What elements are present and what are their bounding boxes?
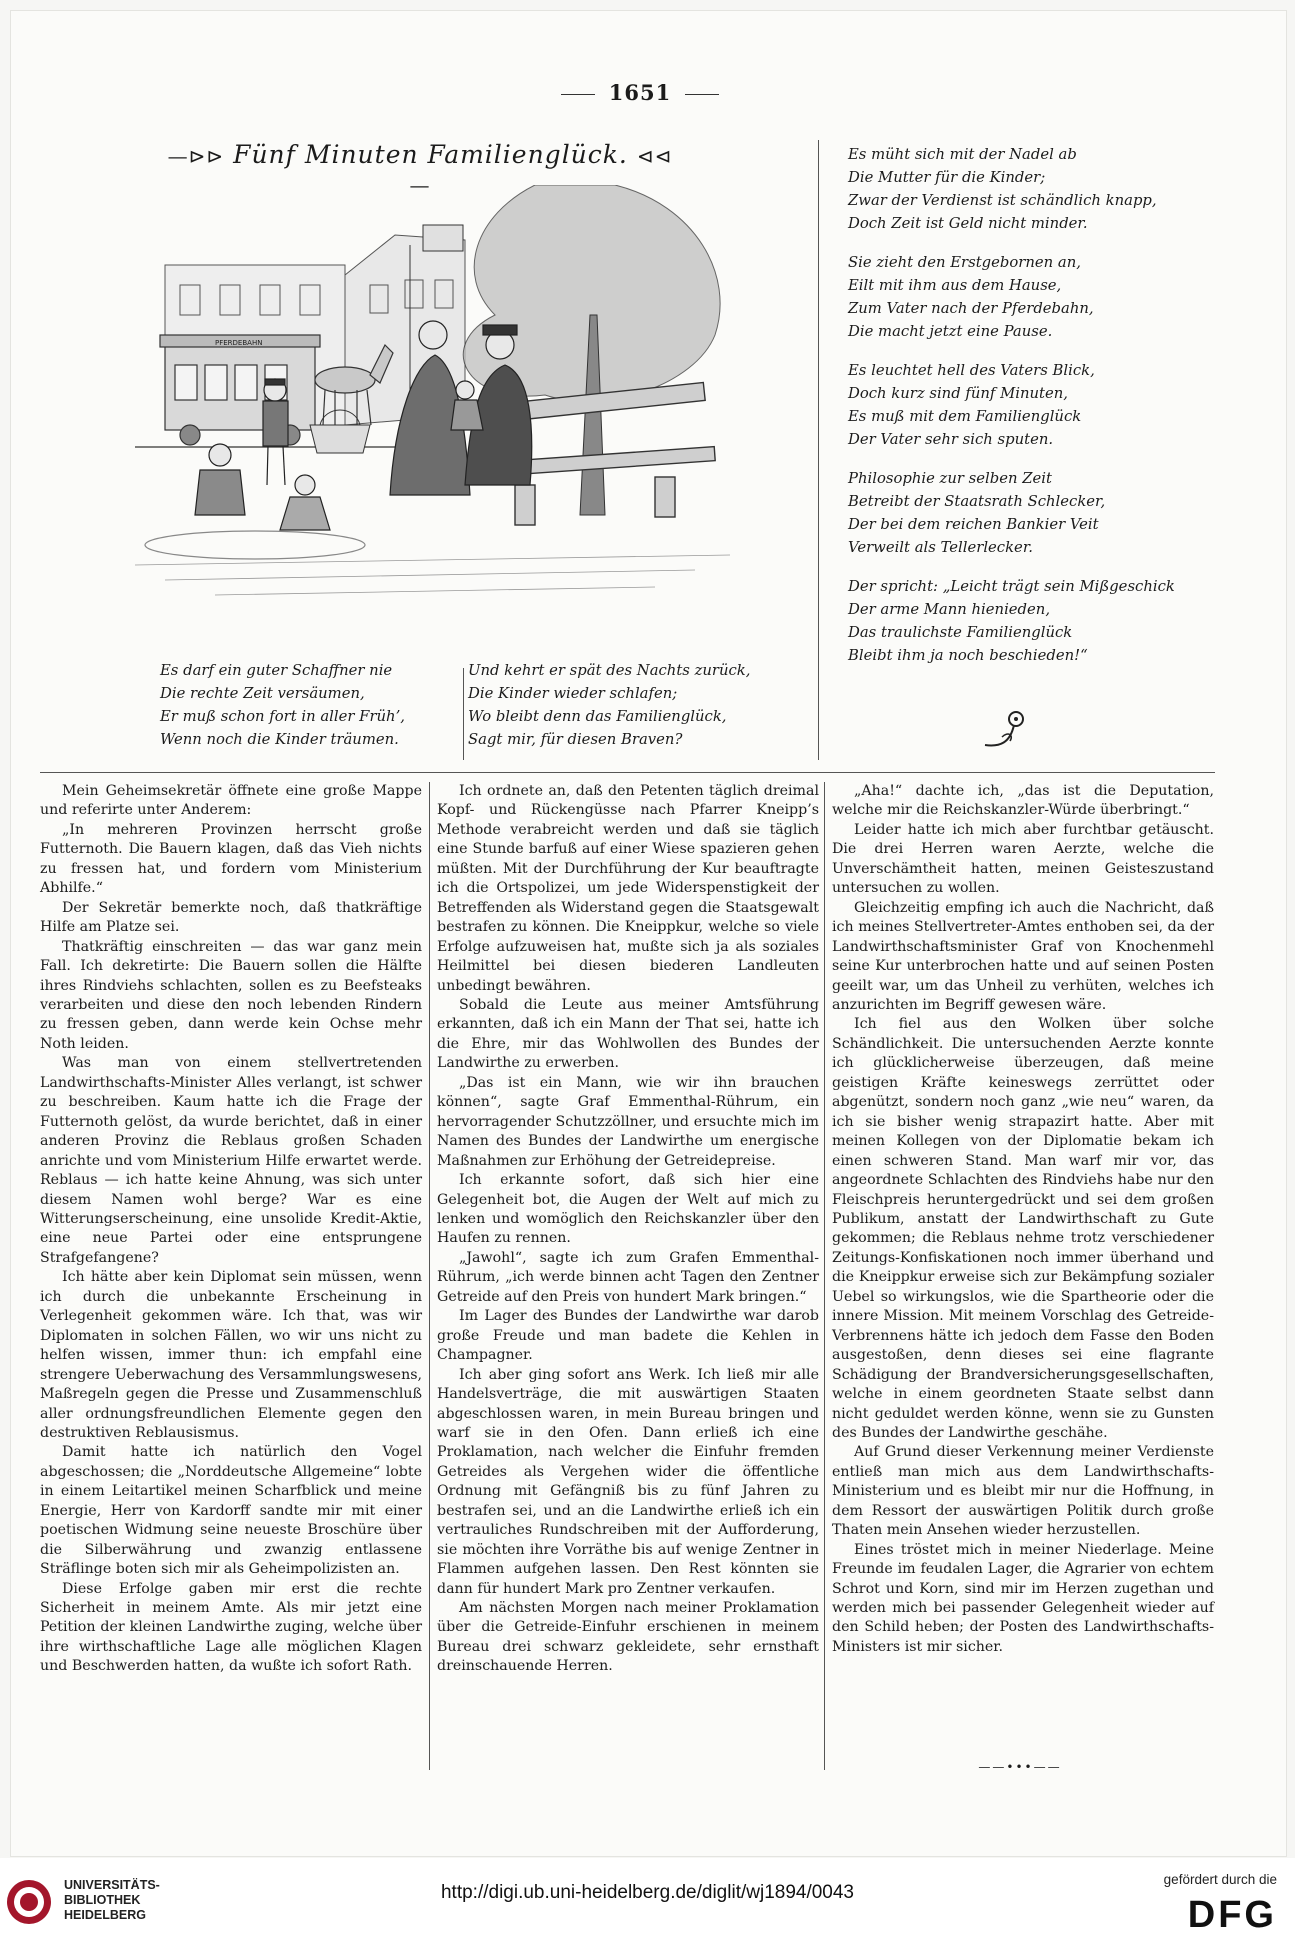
paragraph: Was man von einem stellvertretenden Landwirthschafts-Minister Alles verlangt, ist schwer zu beschreiben. Kaum hatte ich die Frage der Futternoth gelöst, da wurde berichtet, daß in einer anderen Provinz die Reblaus großen Schaden anrichte und vom Ministerium Hilfe erwartet werde. Reblaus — ich hatte keine Ahnung, was sich unter diesem Namen wohl berge? War es eine Witterungserscheinung, eine unsolide Kredit-Aktie, eine neue Partei oder eine entsprungene Strafgefangene?	[40, 1055, 422, 1266]
paragraph: Damit hatte ich natürlich den Vogel abgeschossen; die „Norddeutsche Allgemeine“ lobte in einem Leitartikel meinen Scharfblick und meine Energie, Herr von Kardorff sandte mir mit einer poetischen Widmung seine neueste Broschüre über die Silberwährung und zwanzig entlassene Sträflinge boten sich mir als Geheimpolizisten an.	[40, 1444, 422, 1578]
paragraph: „Aha!“ dachte ich, „das ist die Deputation, welche mir die Reichskanzler-Würde überbringt.“	[832, 783, 1214, 819]
paragraph: Ich hätte aber kein Diplomat sein müssen, wenn ich durch die unbekannte Erscheinung in Verlegenheit gekommen wäre. Ich that, was wir Diplomaten in solchen Fällen, wo wir uns nicht zu helfen wissen, immer thun: ich empfahl eine strengere Ueberwachung des Versammlungswesens, Maßregeln gegen die Presse und Zusammenschluß aller ordnungsfreundlichen Elemente gegen den destruktiven Reblausismus.	[40, 1269, 422, 1441]
paragraph: Thatkräftig einschreiten — das war ganz mein Fall. Ich dekretirte: Die Bauern sollen die Hälfte ihres Rindviehs schlachten, sollen es zu Beefsteaks verarbeiten und diese den noch lebenden Rindern zu fressen geben, dann werde kein Ochse mehr Noth leiden.	[40, 938, 422, 1052]
ground	[135, 555, 730, 595]
flower-vignette-icon	[980, 705, 1040, 755]
poem-line: Bleibt ihm ja noch beschieden!“	[848, 647, 1088, 664]
paragraph: Gleichzeitig empfing ich auch die Nachricht, daß ich meines Stellvertreter-Amtes enthoben sei, da der Landwirthschaftsminister Graf von Knochenmehl seine Kur unterbrochen hatte und auf seinen Posten geeilt war, um das Unheil zu verhüten, welches ich anzurichten im Begriff gewesen wäre.	[832, 899, 1214, 1013]
poem-line: Verweilt als Tellerlecker.	[848, 539, 1033, 556]
poem-right	[848, 143, 1228, 683]
tram-sign: PFERDEBAHN	[215, 339, 263, 347]
paragraph: „In mehreren Provinzen herrscht große Futternoth. Die Bauern klagen, daß das Vieh nichts zu fressen hat, und fordern vom Ministerium Abhilfe.“	[40, 821, 422, 897]
stanza	[848, 467, 1228, 559]
article-column-1	[40, 782, 422, 1677]
logo-line: BIBLIOTHEK	[64, 1893, 141, 1907]
standing-boy	[263, 379, 288, 485]
title-ornament-left: —⊳⊳	[167, 144, 225, 168]
paragraph: Der Sekretär bemerkte noch, daß thatkräftige Hilfe am Platze sei.	[40, 899, 422, 936]
paragraph: Eines tröstet mich in meiner Niederlage. Meine Freunde im feudalen Lager, die Agrarier von echtem Schrot und Korn, sind mir im Herzen zugethan und werden mich bei passender Gelegenheit wieder auf den Schild heben; der Posten des Landwirthschafts-Ministers ist mir sicher.	[832, 1541, 1214, 1655]
logo-line: UNIVERSITÄTS-	[64, 1878, 160, 1892]
poem-bottom-mid	[468, 659, 798, 767]
illustration	[135, 185, 730, 640]
poem-divider-vertical	[818, 140, 819, 760]
poem-line: Sagt mir, für diesen Braven?	[468, 731, 683, 748]
stanza	[848, 143, 1228, 235]
dfg-logo: DFG	[1187, 1894, 1277, 1936]
article-column-2	[437, 782, 819, 1677]
poem-line: Doch kurz sind fünf Minuten,	[848, 385, 1068, 402]
playing-children	[145, 444, 365, 559]
page-number: 1651	[480, 80, 800, 105]
poem-line: Zum Vater nach der Pferdebahn,	[848, 300, 1094, 317]
column-divider-1	[429, 782, 430, 1770]
paragraph: Am nächsten Morgen nach meiner Proklamation über die Getreide-Einfuhr erschienen in meinem Bureau drei schwarz gekleidete, sehr ernsthaft dreinschauende Herren.	[437, 1600, 819, 1675]
poem-line: Und kehrt er spät des Nachts zurück,	[468, 662, 751, 679]
source-url-link[interactable]: http://digi.ub.uni-heidelberg.de/diglit/wj1894/0043	[440, 1882, 855, 1903]
poem-line: Wenn noch die Kinder träumen.	[160, 731, 399, 748]
paragraph: Mein Geheimsekretär öffnete eine große Mappe und referirte unter Anderem:	[40, 783, 422, 819]
column-divider-2	[824, 782, 825, 1770]
article-column-3	[832, 782, 1214, 1657]
paragraph: Ich ordnete an, daß den Petenten täglich dreimal Kopf- und Rückengüsse nach Pfarrer Kneipp’s Methode verabreicht werden und daß sie täglich eine Stunde barfuß auf einer Wiese spazieren gehen müßten. Mit der Durchführung der Kur beauftragte ich die Ortspolizei, um jede Widerspenstigkeit der Betreffenden als Widerstand gegen die Staatsgewalt bestrafen zu können. Die Kneippkur, welche so viele Erfolge aufzuweisen hat, mußte sich ja als soziales Heilmittel bei diesen biederen Landleuten unbedingt bewähren.	[437, 783, 819, 994]
poem-line: Das traulichste Familienglück	[848, 624, 1073, 641]
poem-line: Zwar der Verdienst ist schändlich knapp,	[848, 192, 1157, 209]
paragraph: „Jawohl“, sagte ich zum Grafen Emmenthal-Rührum, „ich werde binnen acht Tagen den Zentner Getreide auf den Preis von hundert Mark bringen.“	[437, 1249, 819, 1305]
section-divider	[40, 772, 1215, 773]
paragraph: Im Lager des Bundes der Landwirthe war darob große Freude und man badete die Kehlen in Champagner.	[437, 1308, 819, 1364]
poem-line: Eilt mit ihm aus dem Hause,	[848, 277, 1062, 294]
poem-line: Die macht jetzt eine Pause.	[848, 323, 1053, 340]
stanza	[848, 575, 1228, 667]
logo-line: HEIDELBERG	[64, 1908, 146, 1922]
poem-line: Der bei dem reichen Bankier Veit	[848, 516, 1099, 533]
poem-line: Philosophie zur selben Zeit	[848, 470, 1052, 487]
footer	[0, 1858, 1295, 1958]
poem-line: Sie zieht den Erstgebornen an,	[848, 254, 1081, 271]
title-ornament-right: ⊲⊲—	[409, 144, 673, 197]
poem-line: Die Kinder wieder schlafen;	[468, 685, 678, 702]
illustration-drawing	[135, 185, 730, 640]
paragraph: Ich aber ging sofort ans Werk. Ich ließ mir alle Handelsverträge, die mit auswärtigen Staaten abgeschlossen waren, in mein Bureau bringen und warf sie in den Ofen. Dann erließ ich eine Proklamation, nach welcher die Einfuhr fremden Getreides als Vergehen wider die öffentliche Ordnung mit Gefängniß bis zu fünf Jahren zu bestrafen sei, und an die Landwirthe erließ ich ein vertrauliches Rundschreiben mit der Aufforderung, sie möchten ihre Vorräthe bis auf wenige Zentner in Flammen aufgehen lassen. Den Rest könnten sie dann für hundert Mark pro Zentner verkaufen.	[437, 1366, 819, 1597]
paragraph: Leider hatte ich mich aber furchtbar getäuscht. Die drei Herren waren Aerzte, welche die Unverschämtheit hatten, meinen Geisteszustand untersuchen zu wollen.	[832, 821, 1214, 897]
stanza	[848, 359, 1228, 451]
paragraph: Ich fiel aus den Wolken über solche Schändlichkeit. Die untersuchenden Aerzte konnte ich glücklicherweise überzeugen, daß meine geistigen Kräfte keineswegs zerrüttet oder abgenützt, sondern noch ganz „wie neu“ waren, da ich sie bisher wenig strapazirt hatte. Aber mit meinen Kollegen von der Diplomatie bekam ich einen schweren Stand. Man warf mir vor, das angeordnete Schlachten des Rindviehs habe nur den Fleischpreis heruntergedrückt und sei dem großen Publikum, anstatt der Landwirthschaft zu Gute gekommen; die Reblaus nehme trotz verschiedener Zeitungs-Konfiskationen noch immer überhand und die Kneippkur erweise sich zur Bekämpfung sozialer Uebel so wirkungslos, wie die Spartheorie oder die innere Mission. Mit meinem Vorschlag des Getreide-Verbrennens hätte ich jedoch dem Fasse den Boden ausgestoßen, denn dieses sei eine flagrante Schädigung der Brandversicherungsgesellschaften, welche in einem geordneten Staate selbst dann nicht geduldet werden könne, wenn sie zu Gunsten des Bundes der Landwirthe geschähe.	[832, 1016, 1214, 1441]
poem-line: Es müht sich mit der Nadel ab	[848, 146, 1077, 163]
poem-line: Der spricht: „Leicht trägt sein Mißgeschick	[848, 578, 1175, 595]
paragraph: Auf Grund dieser Verkennung meiner Verdienste entließ man mich aus dem Landwirthschafts-Ministerium und es bleibt mir nur die Hoffnung, in dem Ressort der auswärtigen Politik durch große Thaten mein Ansehen wieder herzustellen.	[832, 1444, 1214, 1539]
funded-by-text: gefördert durch die	[1163, 1872, 1277, 1887]
paragraph: Diese Erfolge gaben mir erst die rechte Sicherheit in meinem Amte. Als mir jetzt eine Petition der kleinen Landwirthe zuging, welche über ihre wirthschaftliche Lage alle möglichen Klagen und Beschwerden hatten, da wußte ich sofort Rath.	[40, 1580, 422, 1675]
poem-line: Wo bleibt denn das Familienglück,	[468, 708, 727, 725]
stanza	[468, 659, 798, 751]
poem-line: Die Mutter für die Kinder;	[848, 169, 1046, 186]
paragraph: Sobald die Leute aus meiner Amtsführung erkannten, daß ich ein Mann der That sei, hatte ich die Ehre, mir das Wohlwollen des Bundes der Landwirthe zu erwerben.	[437, 996, 819, 1072]
stanza	[160, 659, 470, 751]
poem-line: Die rechte Zeit versäumen,	[160, 685, 365, 702]
poem-line: Doch Zeit ist Geld nicht minder.	[848, 215, 1088, 232]
poem-line: Der arme Mann hienieden,	[848, 601, 1051, 618]
title-text: Fünf Minuten Familienglück.	[233, 140, 628, 169]
poem-line: Es muß mit dem Familienglück	[848, 408, 1082, 425]
poem-line: Es darf ein guter Schaffner nie	[160, 662, 393, 679]
stanza	[848, 251, 1228, 343]
poem-line: Er muß schon fort in aller Früh’,	[160, 708, 405, 725]
paragraph: Ich erkannte sofort, daß sich hier eine Gelegenheit bot, die Augen der Welt auf mich zu lenken und womöglich den Reichskanzler über den Haufen zu rennen.	[437, 1172, 819, 1247]
poem-bottom-left	[160, 659, 470, 767]
end-ornament: ——•••——	[978, 1760, 1062, 1774]
poem-line: Es leuchtet hell des Vaters Blick,	[848, 362, 1095, 379]
paragraph: „Das ist ein Mann, wie wir ihn brauchen können“, sagte Graf Emmenthal-Rührum, ein hervorragender Schutzzöllner, und ersuchte mich im Namen des Bundes der Landwirthe um energische Maßnahmen zur Erhöhung der Getreidepreise.	[437, 1074, 819, 1169]
poem-line: Der Vater sehr sich sputen.	[848, 431, 1054, 448]
poem-line: Betreibt der Staatsrath Schlecker,	[848, 493, 1106, 510]
